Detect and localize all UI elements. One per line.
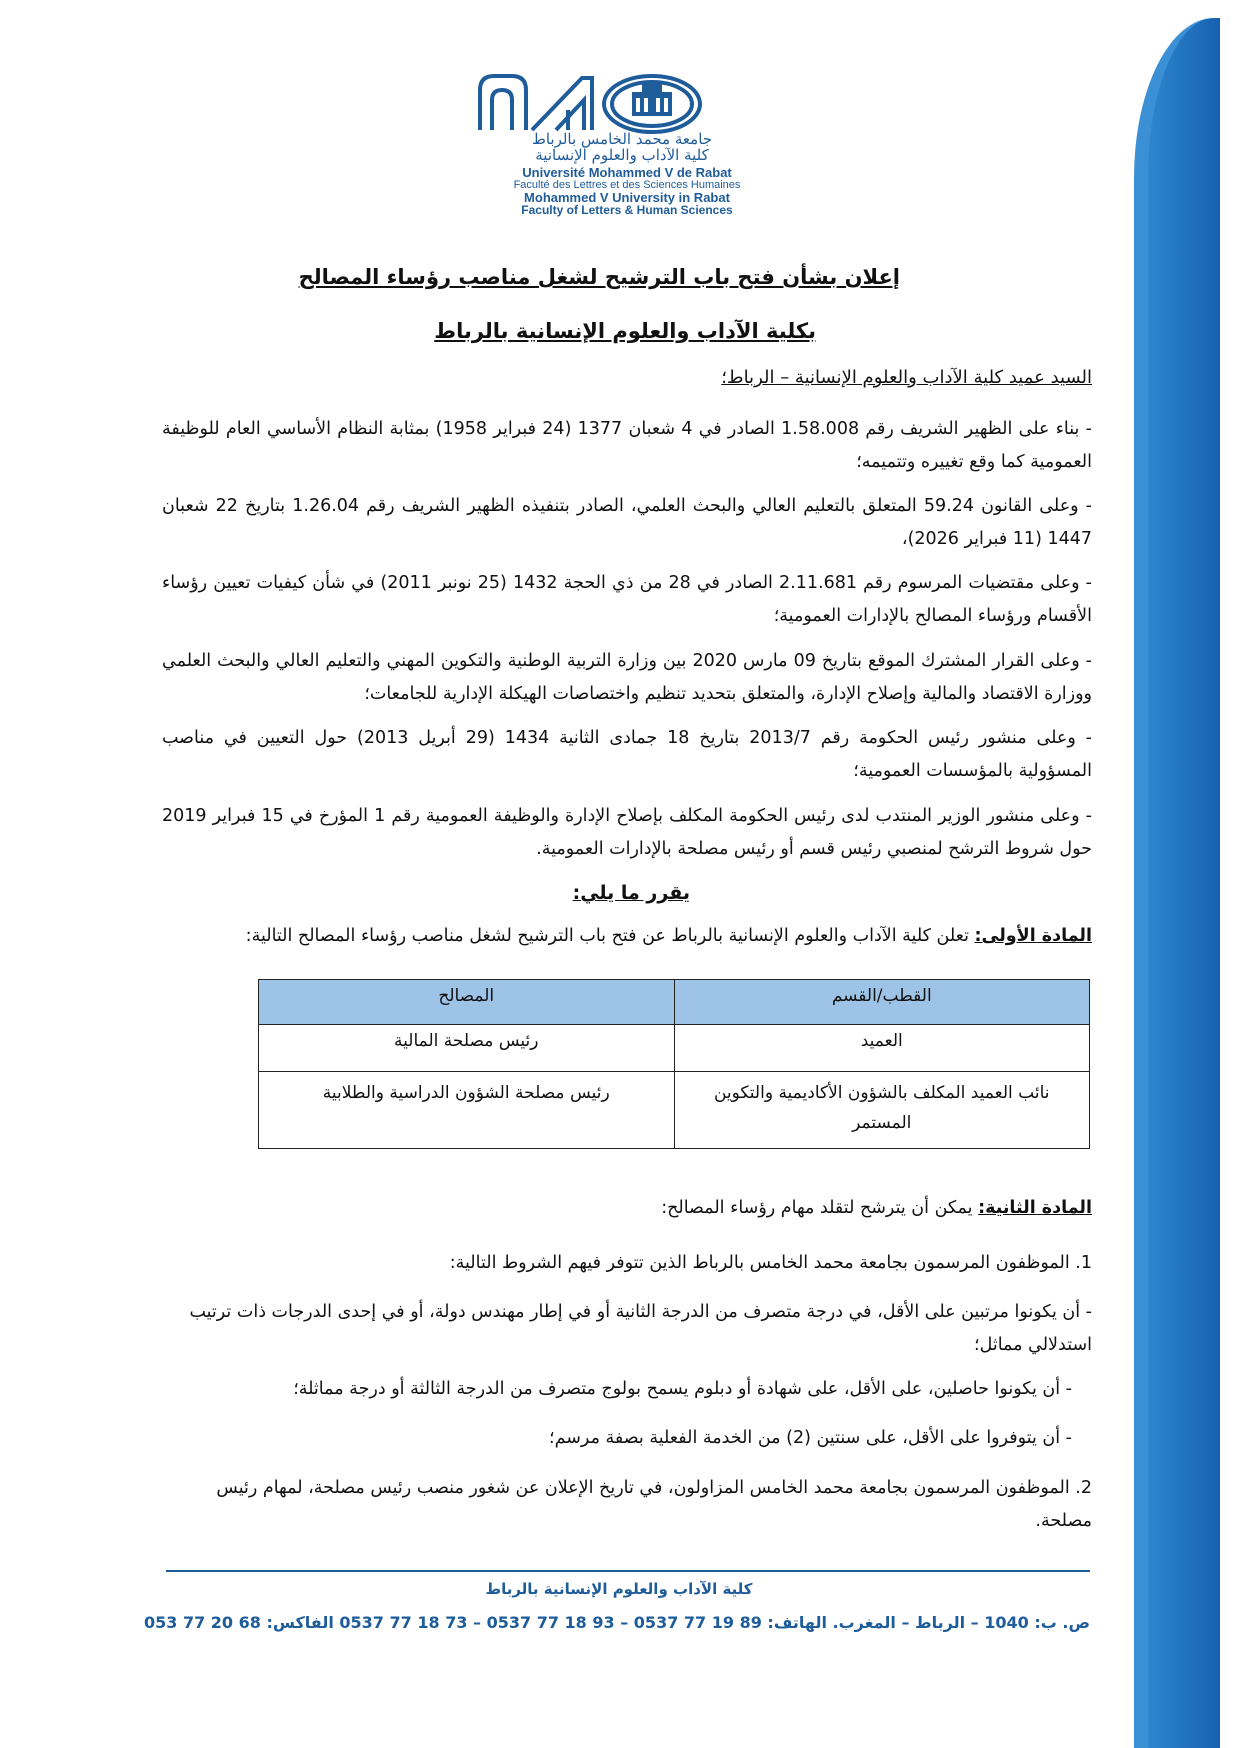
document-title: إعلان بشأن فتح باب الترشيح لشغل مناصب رؤساء المصالح (298, 265, 900, 289)
services-table (258, 979, 1090, 1149)
condition-item: - أن يتوفروا على الأقل، على سنتين (2) من الخدمة الفعلية بصفة مرسم؛ (549, 1428, 1072, 1448)
preamble-paragraph: - وعلى مقتضيات المرسوم رقم 2.11.681 الصادر في 28 من ذي الحجة 1432 (25 نونبر 2011) في شأن كيفيات تعيين رؤساء الأقسام ورؤساء المصالح بالإدارات العمومية؛ (162, 573, 1092, 626)
preamble-paragraph: - وعلى القانون 59.24 المتعلق بالتعليم العالي والبحث العلمي، الصادر بتنفيذه الظهير الشريف رقم 1.26.04 بتاريخ 22 شعبان 1447 (11 فبراير 2026)، (162, 496, 1092, 549)
table-cell: العميد (674, 1025, 1090, 1072)
condition-item: - أن يكونوا حاصلين، على الأقل، على شهادة أو دبلوم يسمح بولوج متصرف من الدرجة الثالثة أو درجة مماثلة؛ (293, 1379, 1072, 1399)
logo-french-university: Université Mohammed V de Rabat (522, 165, 732, 180)
addressee: السيد عميد كلية الآداب والعلوم الإنسانية – الرباط؛ (721, 367, 1092, 388)
table-header-cell: المصالح (259, 980, 675, 1025)
decision-heading: يقرر ما يلي: (572, 882, 690, 904)
condition-item: - أن يكونوا مرتبين على الأقل، في درجة متصرف من الدرجة الثانية أو في إطار مهندس دولة، أو في إحدى الدرجات ذات ترتيب استدلالي مماثل؛ (189, 1302, 1092, 1355)
table-row (259, 1072, 1090, 1149)
logo-french-faculty: Faculté des Lettres et des Sciences Humaines (513, 179, 741, 191)
university-logo (472, 70, 792, 220)
preamble-paragraph: - وعلى منشور الوزير المنتدب لدى رئيس الحكومة المكلف بإصلاح الإدارة والوظيفة العمومية رقم 1 المؤرخ في 15 فبراير 2019 حول شروط الترشح لمنصبي رئيس قسم أو رئيس مصلحة بالإدارات العمومية. (162, 806, 1092, 859)
table-row (259, 1025, 1090, 1072)
article-one (246, 926, 1092, 946)
condition-item: 2. الموظفون المرسمون بجامعة محمد الخامس المزاولون، في تاريخ الإعلان عن شغور منصب رئيس مصلحة، لمهام رئيس مصلحة. (216, 1478, 1092, 1531)
condition-item: 1. الموظفون المرسمون بجامعة محمد الخامس بالرباط الذين تتوفر فيهم الشروط التالية: (449, 1253, 1092, 1273)
logo-arabic-university: جامعة محمد الخامس بالرباط (531, 130, 713, 148)
table-cell: نائب العميد المكلف بالشؤون الأكاديمية والتكوين المستمر (674, 1072, 1090, 1149)
decorative-side-band (1134, 18, 1220, 1748)
logo-arabic-faculty: كلية الآداب والعلوم الإنسانية (535, 146, 709, 164)
table-header-cell: القطب/القسم (674, 980, 1090, 1025)
article-two-text: يمكن أن يترشح لتقلد مهام رؤساء المصالح: (661, 1198, 979, 1218)
table-header-row (259, 980, 1090, 1025)
footer-faculty-name: كلية الآداب والعلوم الإنسانية بالرباط (485, 1580, 753, 1598)
article-two (661, 1198, 1092, 1218)
footer-divider (166, 1570, 1090, 1572)
footer-contact-info: ص. ب: 1040 – الرباط – المغرب. الهاتف: 89 19 77 0537 – 93 18 77 0537 – 73 18 77 0537 الفاكس: 68 20 77 053 (143, 1613, 1090, 1632)
table-cell: رئيس مصلحة الشؤون الدراسية والطلابية (259, 1072, 675, 1149)
table-cell: رئيس مصلحة المالية (259, 1025, 675, 1072)
university-emblem-icon (472, 70, 782, 134)
article-two-label: المادة الثانية: (978, 1198, 1092, 1218)
document-subtitle: بكلية الآداب والعلوم الإنسانية بالرباط (434, 319, 816, 343)
article-one-text: تعلن كلية الآداب والعلوم الإنسانية بالرباط عن فتح باب الترشيح لشغل مناصب رؤساء المصالح التالية: (245, 926, 975, 946)
article-one-label: المادة الأولى: (974, 926, 1092, 946)
logo-english-university: Mohammed V University in Rabat (524, 190, 730, 205)
logo-english-faculty: Faculty of Letters & Human Sciences (521, 203, 733, 217)
preamble-paragraph: - بناء على الظهير الشريف رقم 1.58.008 الصادر في 4 شعبان 1377 (24 فبراير 1958) بمثابة النظام الأساسي العام للوظيفة العمومية كما وقع تغييره وتتميمه؛ (162, 419, 1092, 472)
preamble-paragraph: - وعلى منشور رئيس الحكومة رقم 2013/7 بتاريخ 18 جمادى الثانية 1434 (29 أبريل 2013) حول التعيين في مناصب المسؤولية بالمؤسسات العمومية؛ (162, 728, 1092, 781)
preamble-paragraph: - وعلى القرار المشترك الموقع بتاريخ 09 مارس 2020 بين وزارة التربية الوطنية والتكوين المهني والتعليم العالي والبحث العلمي ووزارة الاقتصاد والمالية وإصلاح الإدارة، والمتعلق بتحديد تنظيم واختصاصات الهيكلة الإدارية للجامعات؛ (162, 651, 1092, 704)
